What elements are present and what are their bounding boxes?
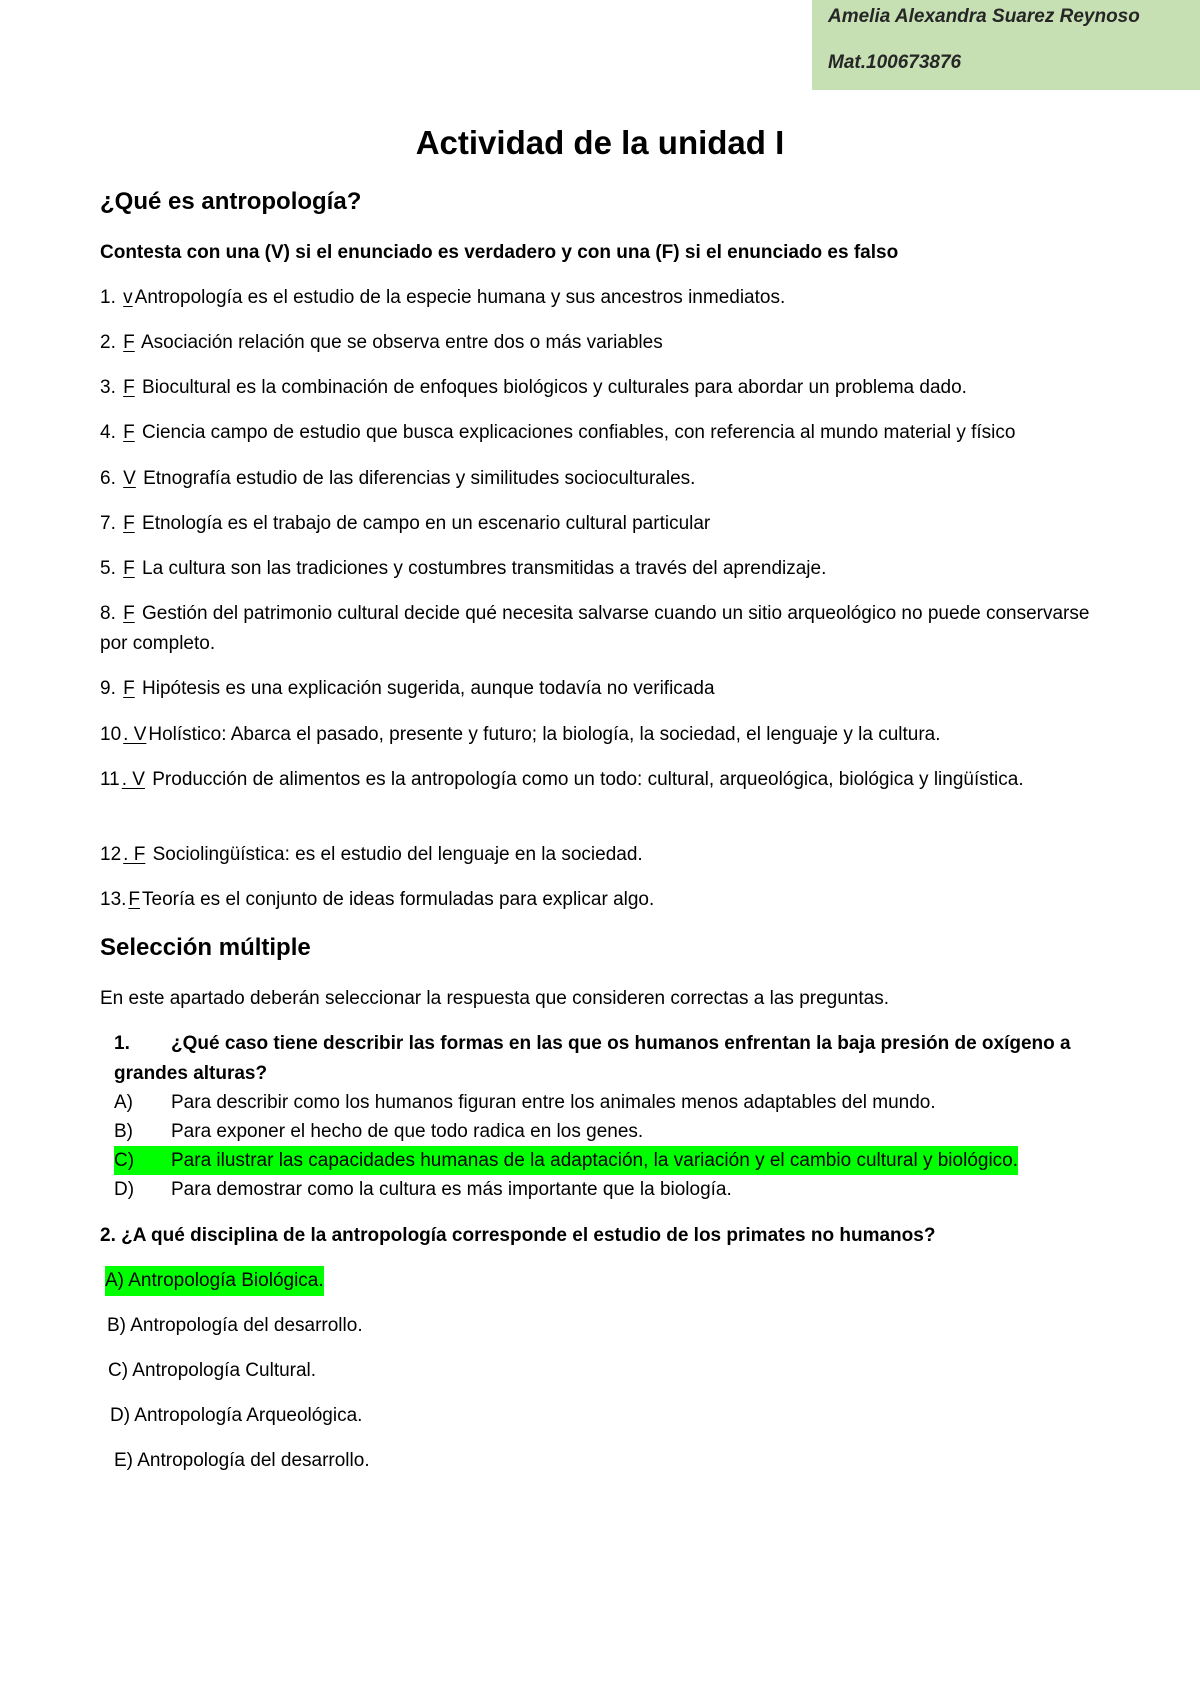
tf-item — [100, 418, 1100, 448]
tf-item — [100, 554, 1100, 584]
tf-answer: v — [123, 287, 133, 308]
tf-num: 1. — [100, 287, 116, 308]
tf-answer: . F — [123, 844, 146, 865]
tf-text: Teoría es el conjunto de ideas formuladas para explicar algo. — [142, 889, 655, 910]
tf-num: 8. — [100, 603, 116, 624]
mc-option-text: Para exponer el hecho de que todo radica en los genes. — [171, 1121, 644, 1142]
tf-answer: F — [123, 377, 135, 398]
tf-num: 9. — [100, 678, 116, 699]
tf-num: 7. — [100, 513, 116, 534]
tf-text: Gestión del patrimonio cultural decide qué necesita salvarse cuando un sitio arqueológico no puede conservarse por completo. — [100, 603, 1090, 654]
tf-answer: . V — [121, 769, 145, 790]
tf-item — [100, 674, 1100, 704]
tf-text: Etnología es el trabajo de campo en un escenario cultural particular — [136, 513, 711, 534]
tf-num: 5. — [100, 558, 116, 579]
tf-text: Antropología es el estudio de la especie humana y sus ancestros inmediatos. — [134, 287, 786, 308]
q2-option: B) Antropología del desarrollo. — [107, 1315, 363, 1336]
tf-answer: F — [128, 889, 141, 910]
tf-text: Sociolingüística: es el estudio del lenguaje en la sociedad. — [147, 844, 643, 865]
tf-answer: V — [123, 468, 136, 489]
q2-option-selected: A) Antropología Biológica. — [105, 1266, 324, 1296]
tf-text: La cultura son las tradiciones y costumbres transmitidas a través del aprendizaje. — [136, 558, 827, 579]
tf-item — [100, 720, 1100, 750]
q2-option: C) Antropología Cultural. — [108, 1360, 317, 1381]
section2-instruction: En este apartado deberán seleccionar la respuesta que consideren correctas a las preguntas. — [100, 988, 889, 1009]
section1-instruction: Contesta con una (V) si el enunciado es verdadero y con una (F) si el enunciado es falso — [100, 242, 899, 263]
author-name: Amelia Alexandra Suarez Reynoso — [828, 6, 1140, 27]
tf-num: 10 — [100, 724, 122, 745]
tf-answer: F — [123, 558, 135, 579]
section1-heading: ¿Qué es antropología? — [100, 188, 362, 215]
tf-num: 13. — [100, 889, 127, 910]
tf-answer: F — [123, 332, 135, 353]
tf-item — [100, 885, 1100, 915]
mc-question-num: 1. — [114, 1033, 130, 1054]
section2-heading: Selección múltiple — [100, 934, 311, 961]
mc-question-1 — [114, 1029, 1094, 1089]
mc-option — [114, 1175, 732, 1204]
tf-answer: F — [123, 678, 135, 699]
tf-text: Producción de alimentos es la antropología como un todo: cultural, arqueológica, biológica y lingüística. — [146, 769, 1024, 790]
tf-item — [100, 765, 1100, 795]
tf-text: Asociación relación que se observa entre dos o más variables — [136, 332, 663, 353]
mc-option-letter: C) — [114, 1150, 135, 1171]
tf-item — [100, 328, 1100, 358]
q2-option: E) Antropología del desarrollo. — [114, 1450, 370, 1471]
tf-num: 11 — [100, 769, 120, 790]
tf-answer: F — [123, 603, 135, 624]
mc-option-text: Para demostrar como la cultura es más importante que la biología. — [171, 1179, 732, 1200]
mc-option — [114, 1117, 643, 1146]
tf-item — [100, 283, 1100, 313]
tf-num: 2. — [100, 332, 116, 353]
mc-option-selected — [114, 1146, 1018, 1175]
tf-item — [100, 840, 1100, 870]
mc-option-text: Para describir como los humanos figuran entre los animales menos adaptables del mundo. — [171, 1092, 936, 1113]
tf-text: Hipótesis es una explicación sugerida, aunque todavía no verificada — [136, 678, 715, 699]
tf-text: Holístico: Abarca el pasado, presente y futuro; la biología, la sociedad, el lenguaje y la cultura. — [148, 724, 941, 745]
tf-text: Ciencia campo de estudio que busca explicaciones confiables, con referencia al mundo material y físico — [136, 422, 1016, 443]
tf-text: Biocultural es la combinación de enfoques biológicos y culturales para abordar un problema dado. — [136, 377, 967, 398]
tf-item — [100, 464, 1100, 494]
tf-answer: F — [123, 422, 135, 443]
tf-num: 4. — [100, 422, 116, 443]
mc-question-text: ¿Qué caso tiene describir las formas en las que os humanos enfrentan la baja presión de oxígeno a grandes alturas? — [114, 1033, 1071, 1084]
tf-text: Etnografía estudio de las diferencias y similitudes socioculturales. — [137, 468, 696, 489]
tf-item — [100, 599, 1100, 659]
tf-num: 3. — [100, 377, 116, 398]
tf-num: 6. — [100, 468, 116, 489]
mc-option-text: Para ilustrar las capacidades humanas de la adaptación, la variación y el cambio cultural y biológico. — [171, 1150, 1019, 1171]
tf-answer: . V — [123, 724, 147, 745]
author-mat: Mat.100673876 — [828, 52, 962, 73]
mc-option-letter: D) — [114, 1179, 135, 1200]
tf-num: 12 — [100, 844, 122, 865]
tf-answer: F — [123, 513, 135, 534]
q2-option: D) Antropología Arqueológica. — [110, 1405, 363, 1426]
mc-option-letter: B) — [114, 1121, 133, 1142]
tf-item — [100, 373, 1100, 403]
mc-question-2: 2. ¿A qué disciplina de la antropología corresponde el estudio de los primates no humanos? — [100, 1225, 936, 1246]
mc-option-letter: A) — [114, 1092, 133, 1113]
mc-option — [114, 1088, 936, 1117]
author-box — [812, 0, 1200, 90]
page-title: Actividad de la unidad I — [415, 124, 785, 161]
tf-item — [100, 509, 1100, 539]
